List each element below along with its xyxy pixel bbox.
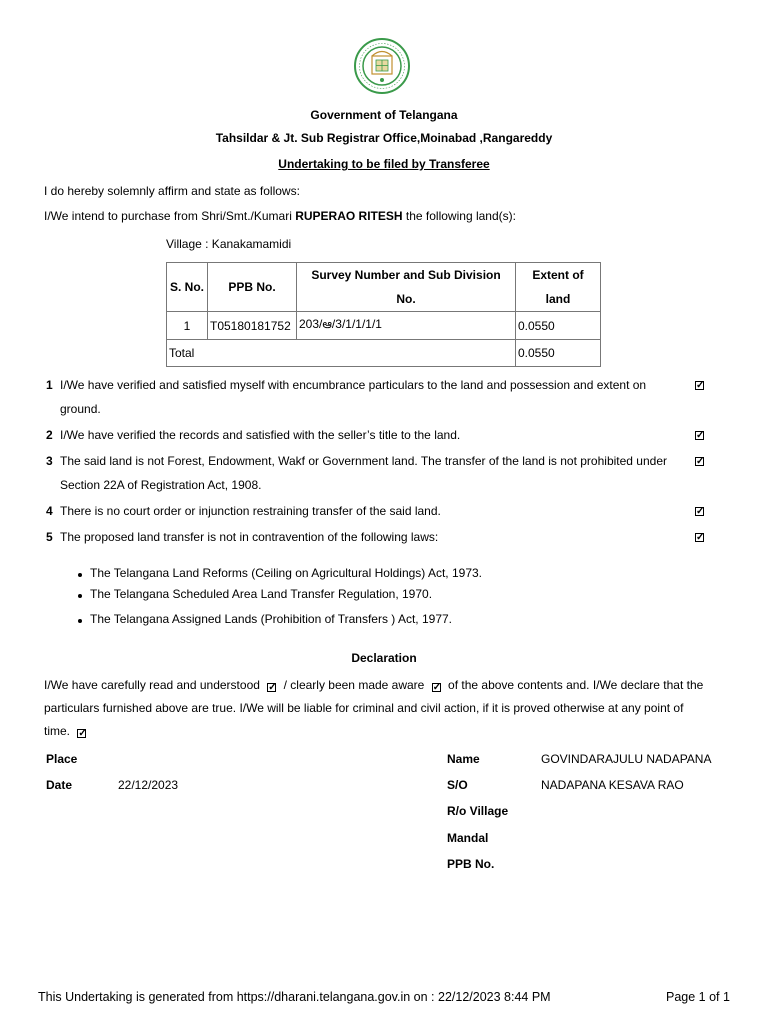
header-survey <box>297 263 516 312</box>
cell-survey: 203/ఆ/3/1/1/1/1 <box>297 312 516 340</box>
place-label: Place <box>46 752 78 766</box>
bullet-icon <box>78 619 82 623</box>
item-text: There is no court order or injunction restraining transfer of the said land. <box>60 504 441 518</box>
govt-title: Government of Telangana <box>310 108 458 122</box>
list-item: The Telangana Land Reforms (Ceiling on Agricultural Holdings) Act, 1973. <box>90 566 483 580</box>
item-text-cont: ground. <box>60 402 101 416</box>
item-number: 1 <box>46 378 53 392</box>
cell-sno: 1 <box>167 312 208 340</box>
purchase-text <box>44 209 516 223</box>
cell-total-label: Total <box>167 340 516 367</box>
document-title: Undertaking to be filed by Transferee <box>278 157 490 171</box>
cell-extent: 0.0550 <box>516 312 601 340</box>
item-text: I/We have verified the records and satisfied with the seller’s title to the land. <box>60 428 461 442</box>
item-number: 5 <box>46 530 53 544</box>
item-text-cont: Section 22A of Registration Act, 1908. <box>60 478 262 492</box>
item-text: I/We have verified and satisfied myself with encumbrance particulars to the land and possession and extent on <box>60 378 647 392</box>
item-number: 4 <box>46 504 53 518</box>
name-value: GOVINDARAJULU NADAPANA <box>541 752 712 766</box>
item-text: The said land is not Forest, Endowment, Wakf or Government land. The transfer of the land is not prohibited under <box>60 454 667 468</box>
table-header-row <box>167 263 601 312</box>
date-value: 22/12/2023 <box>118 778 179 792</box>
checkbox-checked-icon[interactable]: ✓ <box>696 456 705 467</box>
bullet-icon <box>78 573 82 577</box>
checkbox-checked-icon[interactable]: ✓ <box>696 380 705 391</box>
village-text: Village : Kanakamamidi <box>166 237 292 251</box>
item-number: 3 <box>46 454 53 468</box>
ppb-label: PPB No. <box>447 857 495 871</box>
footer-generated: This Undertaking is generated from https://dharani.telangana.gov.in on : 22/12/2023 8:44 PM <box>38 990 551 1004</box>
purchase-prefix: I/We intend to purchase from Shri/Smt./Kumari <box>44 209 292 223</box>
header-extent-line2: land <box>545 292 571 306</box>
telangana-emblem <box>354 38 410 94</box>
declaration-line-2: particulars furnished above are true. I/We will be liable for criminal and civil action, if it is proved otherwise at any point of <box>44 701 684 715</box>
item-text: The proposed land transfer is not in contravention of the following laws: <box>60 530 439 544</box>
declaration-text-c: of the above contents and. I/We declare that the <box>448 678 704 692</box>
footer-page: Page 1 of 1 <box>666 990 730 1004</box>
header-sno: S. No. <box>167 263 208 312</box>
checkbox-checked-icon[interactable]: ✓ <box>78 728 87 739</box>
purchase-suffix: the following land(s): <box>405 209 516 223</box>
header-survey-line2: No. <box>396 292 416 306</box>
table-total-row <box>167 340 601 367</box>
header-survey-line1: Survey Number and Sub Division <box>311 268 501 282</box>
item-number: 2 <box>46 428 53 442</box>
checkbox-checked-icon[interactable]: ✓ <box>696 430 705 441</box>
cell-ppb: T05180181752 <box>208 312 297 340</box>
checkbox-checked-icon[interactable]: ✓ <box>432 682 442 693</box>
so-value: NADAPANA KESAVA RAO <box>541 778 684 792</box>
so-label: S/O <box>447 778 468 792</box>
declaration-heading: Declaration <box>351 651 417 665</box>
checkbox-checked-icon[interactable]: ✓ <box>696 532 705 543</box>
declaration-text-time: time. <box>44 724 71 738</box>
name-label: Name <box>447 752 480 766</box>
village-label: R/o Village <box>447 804 509 818</box>
declaration-text-b: / clearly been made aware <box>283 678 425 692</box>
mandal-label: Mandal <box>447 831 489 845</box>
header-extent <box>516 263 601 312</box>
header-extent-line1: Extent of <box>532 268 584 282</box>
list-item: The Telangana Assigned Lands (Prohibition of Transfers ) Act, 1977. <box>90 612 453 626</box>
office-title: Tahsildar & Jt. Sub Registrar Office,Moinabad ,Rangareddy <box>215 131 553 145</box>
declaration-line-3 <box>44 724 90 738</box>
header-ppb: PPB No. <box>208 263 297 312</box>
cell-total-value: 0.0550 <box>516 340 601 367</box>
land-table <box>166 262 601 367</box>
table-row <box>167 312 601 340</box>
checkbox-checked-icon[interactable]: ✓ <box>696 506 705 517</box>
declaration-text-a: I/We have carefully read and understood <box>44 678 260 692</box>
bullet-icon <box>78 594 82 598</box>
date-label: Date <box>46 778 73 792</box>
list-item: The Telangana Scheduled Area Land Transfer Regulation, 1970. <box>90 587 433 601</box>
seller-name: RUPERAO RITESH <box>295 209 403 223</box>
affirm-text: I do hereby solemnly affirm and state as follows: <box>44 184 300 198</box>
checkbox-checked-icon[interactable]: ✓ <box>268 682 277 693</box>
declaration-line-1 <box>44 678 703 692</box>
